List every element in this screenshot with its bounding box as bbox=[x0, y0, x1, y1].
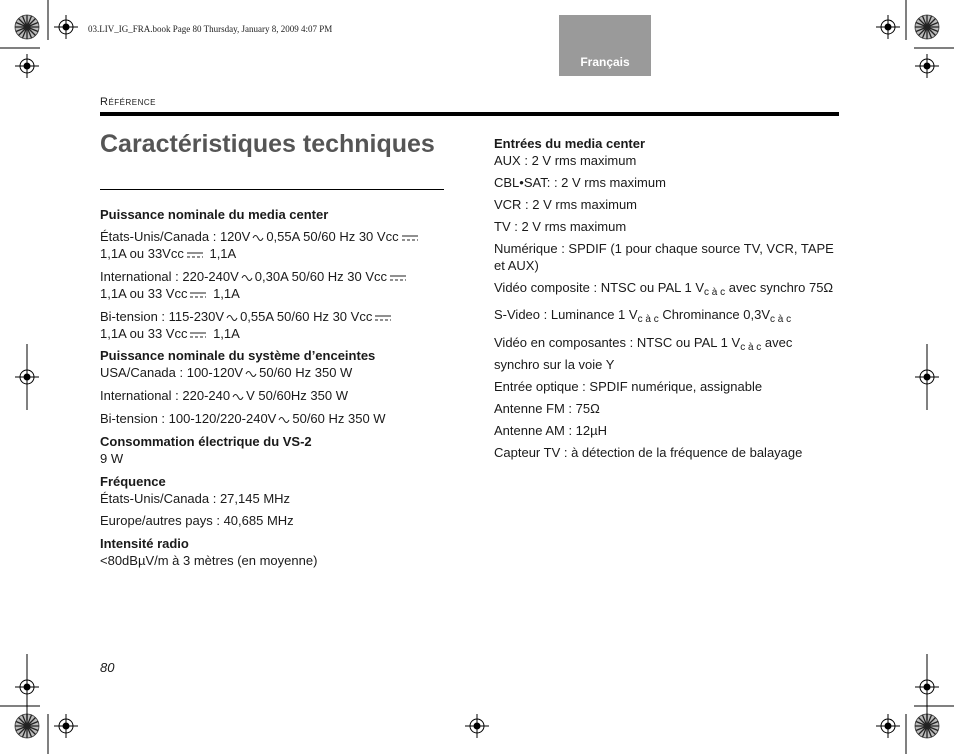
speaker-us-line: USA/Canada : 100-120V 50/60 Hz 350 W bbox=[100, 365, 353, 380]
power-intl-line: International : 220-240V 0,30A 50/60 Hz 30 Vcc 1,1A ou 33 Vcc 1,1A bbox=[100, 268, 445, 302]
dc-icon bbox=[389, 274, 407, 282]
input-am: Antenne AM : 12µH bbox=[494, 423, 608, 438]
right-column bbox=[494, 135, 839, 461]
frequency-us: États-Unis/Canada : 27,145 MHz bbox=[100, 491, 291, 506]
starburst-icon bbox=[15, 15, 39, 39]
radio-value: <80dBµV/m à 3 mètres (en moyenne) bbox=[100, 553, 318, 568]
language-tab[interactable] bbox=[559, 15, 651, 76]
dc-icon bbox=[189, 331, 207, 339]
starburst-icon bbox=[915, 15, 939, 39]
ac-sine-icon bbox=[226, 314, 238, 322]
dc-icon bbox=[374, 314, 392, 322]
page-title: Caractéristiques techniques bbox=[100, 130, 435, 158]
input-digital: Numérique : SPDIF (1 pour chaque source TV, VCR, TAPE et AUX) bbox=[494, 241, 834, 273]
page-number: 80 bbox=[100, 660, 115, 675]
frequency-eu: Europe/autres pays : 40,685 MHz bbox=[100, 513, 294, 528]
input-fm: Antenne FM : 75Ω bbox=[494, 401, 600, 416]
ac-sine-icon bbox=[241, 274, 253, 282]
input-aux: AUX : 2 V rms maximum bbox=[494, 153, 637, 168]
inputs-heading: Entrées du media center bbox=[494, 136, 645, 151]
power-bi-line: Bi-tension : 115-230V 0,55A 50/60 Hz 30 Vcc 1,1A ou 33 Vcc 1,1A bbox=[100, 308, 445, 342]
dc-icon bbox=[186, 251, 204, 259]
frequency-heading: Fréquence bbox=[100, 474, 166, 489]
registration-mark-icon bbox=[915, 54, 939, 78]
input-tv-sensor: Capteur TV : à détection de la fréquence de balayage bbox=[494, 445, 803, 460]
dc-icon bbox=[401, 234, 419, 242]
left-column bbox=[100, 206, 445, 569]
registration-mark-icon bbox=[876, 714, 900, 738]
input-vcr: VCR : 2 V rms maximum bbox=[494, 197, 638, 212]
speaker-heading: Puissance nominale du système d’enceintes bbox=[100, 348, 376, 363]
dc-icon bbox=[189, 291, 207, 299]
language-tab-label: Français bbox=[580, 55, 630, 69]
consumption-heading: Consommation électrique du VS-2 bbox=[100, 434, 312, 449]
power-heading: Puissance nominale du media center bbox=[100, 207, 329, 222]
section-label: Référence bbox=[100, 96, 157, 108]
registration-mark-icon bbox=[54, 714, 78, 738]
file-info: 03.LIV_IG_FRA.book Page 80 Thursday, January 8, 2009 4:07 PM bbox=[88, 24, 333, 34]
registration-mark-icon bbox=[876, 15, 900, 39]
input-component: Vidéo en composantes : NTSC ou PAL 1 $V_{c à c}$ avec synchro sur la voie Y bbox=[494, 335, 793, 372]
ac-sine-icon bbox=[252, 234, 264, 242]
ac-sine-icon bbox=[245, 370, 257, 378]
input-composite: Vidéo composite : NTSC ou PAL 1 $V_{c à c}$ avec synchro 75Ω bbox=[494, 280, 834, 298]
title-rule bbox=[100, 189, 444, 190]
speaker-intl-line: International : 220-240 V 50/60Hz 350 W bbox=[100, 388, 348, 403]
registration-mark-icon bbox=[54, 15, 78, 39]
ac-sine-icon bbox=[232, 393, 244, 401]
input-tv: TV : 2 V rms maximum bbox=[494, 219, 627, 234]
input-cbl-sat: CBL•SAT: : 2 V rms maximum bbox=[494, 175, 666, 190]
power-us-line: États-Unis/Canada : 120V 0,55A 50/60 Hz 30 Vcc 1,1A ou 33Vcc 1,1A bbox=[100, 228, 445, 262]
radio-heading: Intensité radio bbox=[100, 536, 189, 551]
input-svideo: S-Video : Luminance 1 $V_{c à c}$ Chrominance $0,3V_{c à c}$ bbox=[494, 307, 792, 325]
input-optical: Entrée optique : SPDIF numérique, assignable bbox=[494, 379, 763, 394]
header-rule bbox=[100, 112, 839, 116]
registration-mark-icon bbox=[465, 714, 489, 738]
speaker-bi-line: Bi-tension : 100-120/220-240V 50/60 Hz 350 W bbox=[100, 411, 386, 426]
registration-mark-icon bbox=[15, 54, 39, 78]
ac-sine-icon bbox=[278, 416, 290, 424]
consumption-value: 9 W bbox=[100, 451, 124, 466]
